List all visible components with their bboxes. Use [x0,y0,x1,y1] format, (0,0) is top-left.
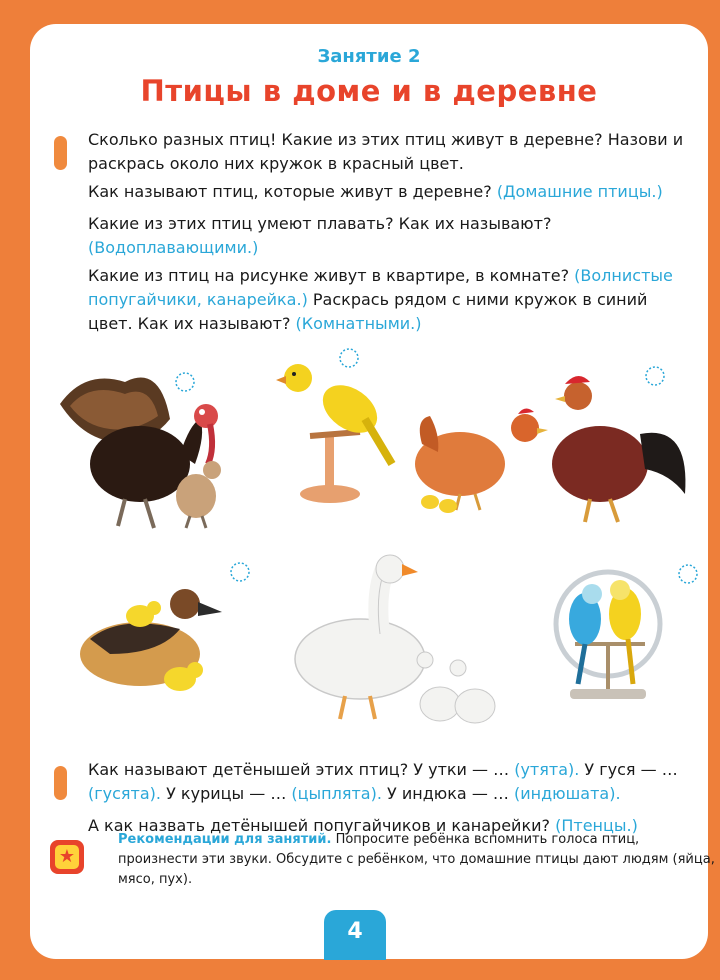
canary-illustration[interactable] [276,364,392,503]
question-text: Раскрась рядом с ними кружок в синий цвет. Как их называют? [88,290,648,333]
question-text: Как называют детёнышей этих птиц? У утки — … [88,760,510,779]
answer-text: (гусята). [88,784,161,803]
page-number: 4 [324,910,386,960]
answer-text: (Домашние птицы.) [496,182,663,201]
question-text: Какие из этих птиц умеют плавать? Как их называют? [88,214,552,233]
color-circle[interactable] [340,349,358,367]
question-text: Какие из птиц на рисунке живут в квартире, в комнате? [88,266,570,285]
answer-text: (цыплята). [291,784,382,803]
bullet-marker [54,766,67,800]
duck-illustration[interactable] [80,589,222,691]
answer-text: (Волнистые попугайчики, канарейка.) [88,266,673,309]
answer-text: (Птенцы.) [555,816,638,835]
color-circle[interactable] [231,563,249,581]
turkey-illustration[interactable] [60,378,221,528]
question-text: А как назвать детёнышей попугайчиков и канарейки? [88,816,551,835]
goose-illustration[interactable] [295,555,495,723]
lesson-label: Занятие 2 [317,46,421,67]
question-text: У курицы — … [166,784,287,803]
recommendation-block [118,830,718,890]
question-text: Как называют птиц, которые живут в деревне? [88,182,492,201]
page-sheet [30,24,715,959]
recommendation-label: Рекомендации для занятий. [118,832,332,847]
task2-question-1 [88,758,688,806]
answer-text: (индюшата). [514,784,621,803]
question-text: У индюка — … [387,784,509,803]
task1-intro: Сколько разных птиц! Какие из этих птиц живут в деревне? Назови и раскрась около них кружок в красный цвет. [88,130,684,173]
question-text: У гуся — … [584,760,678,779]
budgerigars-illustration[interactable] [556,572,660,699]
recommendation-text: Попросите ребёнка вспомнить голоса птиц, произнести эти звуки. Обсудите с ребёнком, что домашние птицы дают людям (яйца, мясо, пух). [118,832,715,887]
answer-text: (утята). [514,760,580,779]
hen-illustration[interactable] [415,408,548,513]
page-title: Птицы в доме и в деревне [140,74,598,108]
star-icon: ★ [50,840,84,874]
answer-text: (Комнатными.) [295,314,422,333]
rooster-illustration[interactable] [552,376,685,522]
color-circle[interactable] [176,373,194,391]
birds-illustration [30,24,708,764]
color-circle[interactable] [646,367,664,385]
answer-text: (Водоплавающими.) [88,238,259,257]
color-circle[interactable] [679,565,697,583]
